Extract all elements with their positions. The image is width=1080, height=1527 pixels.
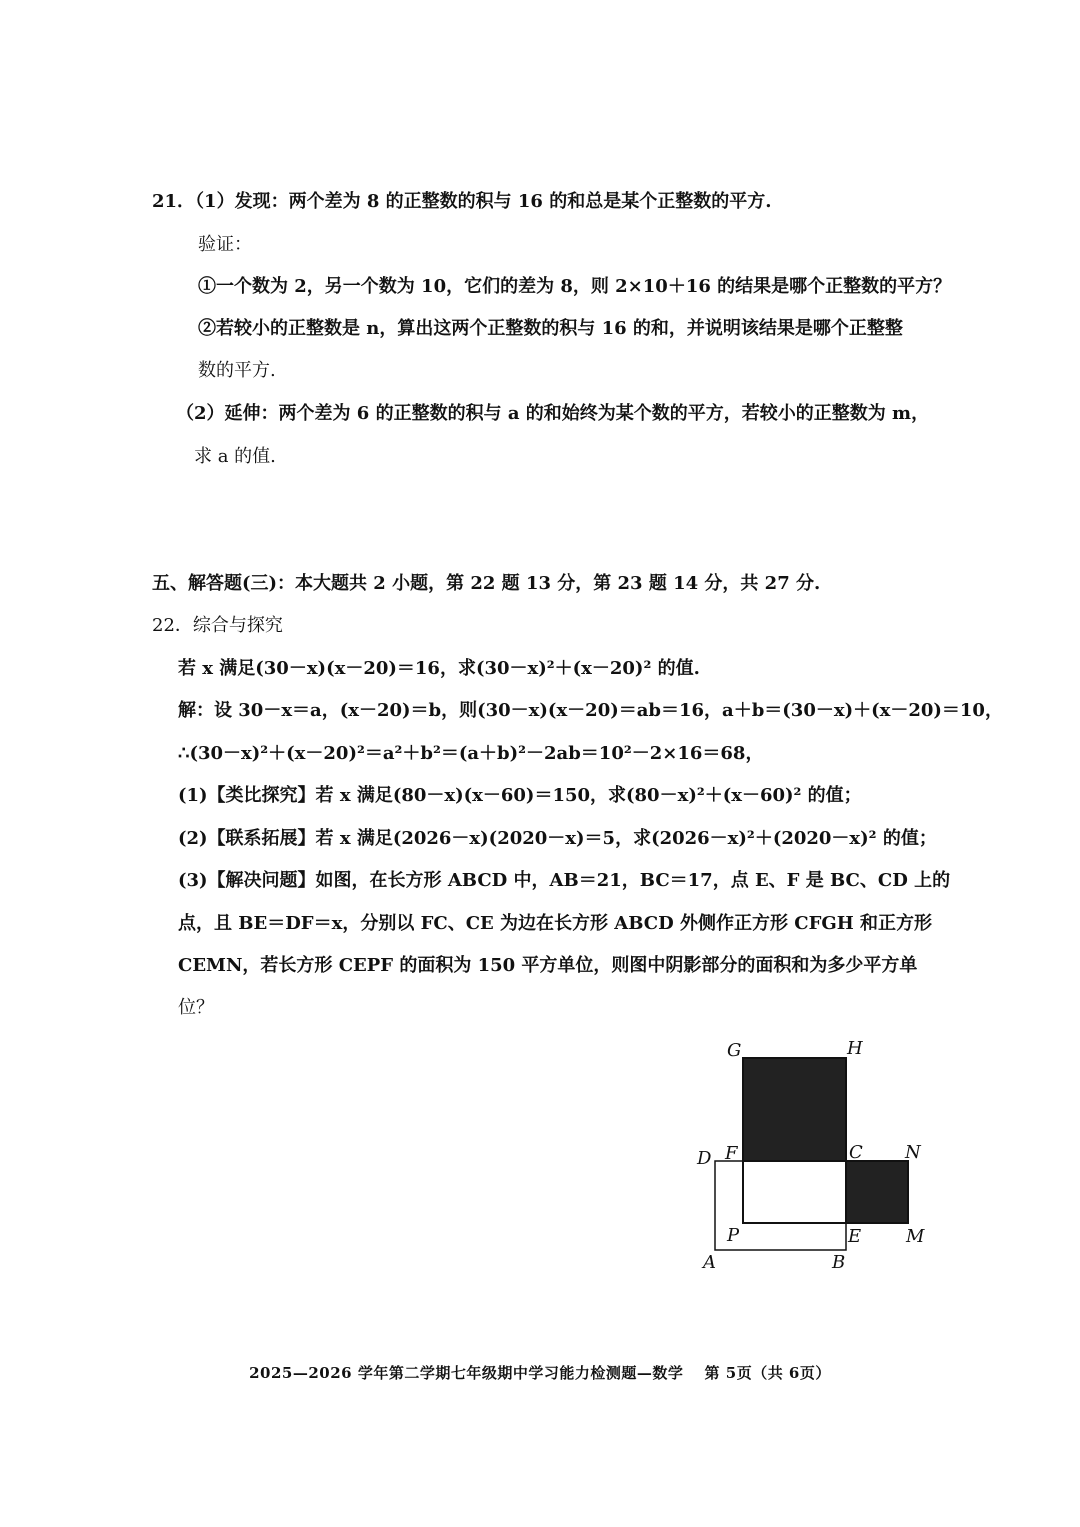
q22-line8: CEMN，若长方形 CEPF 的面积为 150 平方单位，则图中阴影部分的面积和为多少平方单 <box>178 955 918 976</box>
q22-line6: (3)【解决问题】如图，在长方形 ABCD 中，AB＝21，BC＝17，点 E、F 是 BC、CD 上的 <box>178 870 951 891</box>
q21-item1: ①一个数为 2，另一个数为 10，它们的差为 8，则 2×10＋16 的结果是哪个正整数的平方？ <box>198 276 952 297</box>
q22-line3: ∴(30－x)²＋(x－20)²＝a²＋b²＝(a＋b)²－2ab＝10²－2×16＝68， <box>178 743 764 764</box>
label-f: F <box>725 1143 738 1164</box>
q22-line7: 点，且 BE＝DF＝x，分别以 FC、CE 为边在长方形 ABCD 外侧作正方形 CFGH 和正方形 <box>178 913 933 934</box>
label-n: N <box>905 1142 921 1163</box>
q22-line4: (1)【类比探究】若 x 满足(80－x)(x－60)＝150，求(80－x)²＋(x－60)² 的值； <box>178 785 862 806</box>
label-a: A <box>703 1252 716 1273</box>
page-footer: 2025—2026 学年第二学期七年级期中学习能力检测题—数学 第 5页（共 6页） <box>249 1364 831 1382</box>
q22-line9: 位？ <box>178 997 214 1018</box>
rectangle-cepf <box>743 1161 846 1223</box>
label-m: M <box>906 1226 925 1247</box>
q21-item2-line1: ②若较小的正整数是 n，算出这两个正整数的积与 16 的和，并说明该结果是哪个正整整 <box>198 318 903 339</box>
q21-part2-line1: （2）延伸：两个差为 6 的正整数的积与 a 的和始终为某个数的平方，若较小的正整数为 m， <box>176 403 930 424</box>
q21-part2-line2: 求 a 的值. <box>194 446 276 467</box>
label-c: C <box>849 1142 863 1163</box>
square-cfgh <box>743 1058 846 1161</box>
q21-title: 21．（1）发现：两个差为 8 的正整数的积与 16 的和总是某个正整数的平方. <box>152 191 772 212</box>
q21-item2-line2: 数的平方. <box>198 360 276 381</box>
section5-heading: 五、解答题(三)：本大题共 2 小题，第 22 题 13 分，第 23 题 14 分，共 27 分. <box>152 573 821 594</box>
square-cemn <box>846 1161 908 1223</box>
q21-verify: 验证： <box>198 234 252 255</box>
q22-line2: 解：设 30－x＝a，(x－20)＝b，则(30－x)(x－20)＝ab＝16，a＋b＝(30－x)＋(x－20)＝10， <box>178 700 1003 721</box>
q22-line1: 若 x 满足(30－x)(x－20)＝16，求(30－x)²＋(x－20)² 的值. <box>178 658 700 679</box>
q22-title: 22．综合与探究 <box>152 615 283 636</box>
q22-line5: (2)【联系拓展】若 x 满足(2026－x)(2020－x)＝5，求(2026－x)²＋(2020－x)² 的值； <box>178 828 937 849</box>
label-e: E <box>848 1226 862 1247</box>
label-g: G <box>727 1040 742 1061</box>
label-h: H <box>847 1038 863 1059</box>
label-d: D <box>697 1148 712 1169</box>
label-p: P <box>727 1225 740 1246</box>
label-b: B <box>832 1252 846 1273</box>
geometry-figure <box>690 1030 950 1280</box>
